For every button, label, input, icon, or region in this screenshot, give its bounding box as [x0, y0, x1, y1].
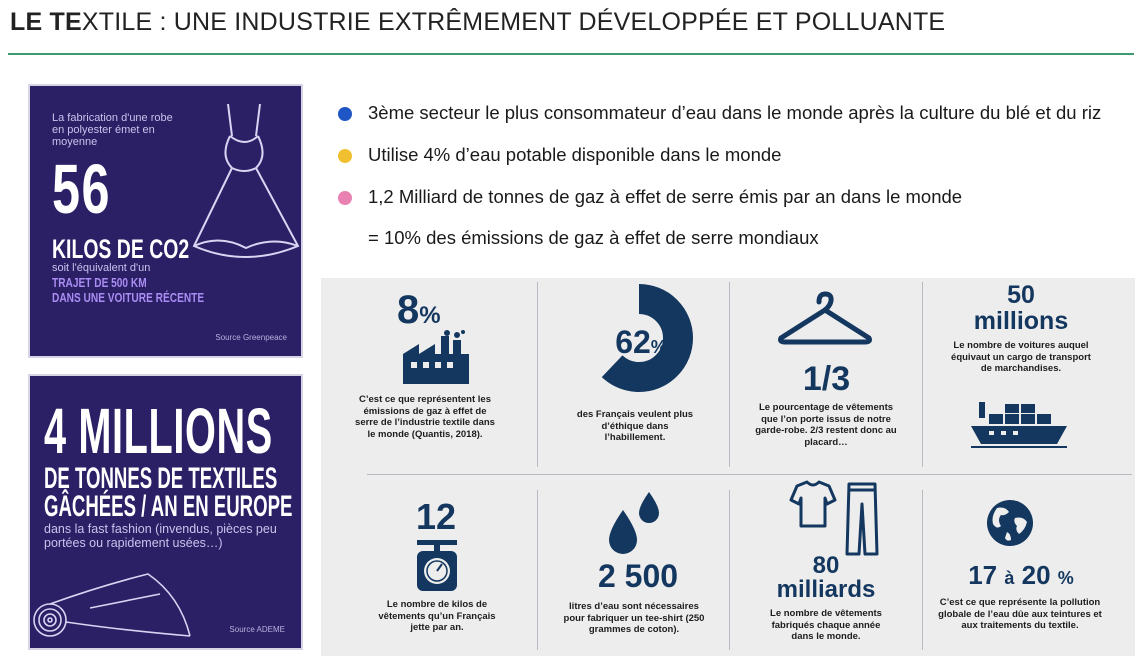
stat-caption: des Français veulent plus d’éthique dans l’habillement. [576, 409, 694, 443]
grid-divider [922, 282, 923, 467]
yellow-bullet-icon [338, 149, 352, 163]
pink-bullet-icon [338, 191, 352, 205]
stat-one-third: 1/3 [802, 360, 851, 398]
bullet-item [338, 180, 1133, 213]
waste-line-2: GÂCHÉES / AN EN EUROPE [44, 490, 293, 523]
stat-62-percent: 62% [615, 324, 667, 360]
stat-2500-liters: 2 500 [597, 558, 679, 594]
stat-8-percent: 8% [397, 288, 441, 332]
stats-infographic [321, 278, 1135, 656]
co2-unit: KILOS DE CO2 [52, 234, 190, 264]
co2-source: Source Greenpeace [215, 333, 287, 342]
waste-sub: dans la fast fashion (invendus, pièces peu portées ou rapidement usées…) [44, 522, 277, 550]
co2-emphasis-2: DANS UNE VOITURE RÉCENTE [52, 290, 205, 305]
cargo-ship-icon [969, 398, 1069, 450]
title-divider [8, 53, 1134, 55]
page-title-rest: XTILE : UNE INDUSTRIE EXTRÊMEMENT DÉVELOPPÉE ET POLLUANTE [81, 8, 946, 36]
bullet-text: Utilise 4% d’eau potable disponible dans le monde [368, 144, 782, 165]
bullet-text: 1,2 Milliard de tonnes de gaz à effet de serre émis par an dans le monde [368, 186, 963, 207]
stat-caption: Le nombre de kilos de vêtements qu’un Français jette par an. [378, 599, 496, 633]
waste-value: 4 MILLIONS [44, 395, 273, 467]
water-drops-icon [603, 488, 663, 560]
bullet-text: 3ème secteur le plus consommateur d’eau dans le monde après la culture du blé et du riz [368, 102, 1102, 123]
stat-caption: Le nombre de voitures auquel équivaut un cargo de transport de marchandises. [951, 340, 1091, 374]
co2-dress-card [30, 86, 301, 356]
grid-divider [922, 490, 923, 650]
waste-source: Source ADEME [229, 625, 285, 634]
grid-divider [537, 490, 538, 650]
bullet-item [338, 138, 1133, 171]
clothes-icon [783, 480, 883, 560]
grid-divider [729, 490, 730, 650]
dress-icon [190, 96, 300, 266]
co2-emphasis-1: TRAJET DE 500 KM [52, 275, 147, 290]
stat-caption: C’est ce que représente la pollution globale de l’eau dûe aux teintures et aux traitements du textile. [938, 597, 1102, 631]
stat-80-milliards: 80 milliards [776, 552, 876, 603]
stat-17-20-percent: 17 à 20 % [968, 560, 1074, 590]
bullet-list [338, 96, 1133, 254]
hanger-icon [775, 290, 875, 348]
co2-sub: soit l'équivalent d'un [52, 262, 151, 274]
stat-caption: litres d’eau sont nécessaires pour fabriquer un tee-shirt (250 grammes de coton). [563, 601, 705, 635]
stat-12-kilos: 12 [415, 496, 457, 537]
globe-icon [985, 498, 1035, 548]
waste-line-1: DE TONNES DE TEXTILES [44, 462, 278, 495]
co2-intro: La fabrication d'une robe en polyester émet en moyenne [52, 112, 173, 148]
factory-icon [401, 330, 471, 386]
stat-caption: Le pourcentage de vêtements que l’on porte issus de notre garde-robe. 2/3 restent donc au placard… [755, 402, 897, 448]
blue-bullet-icon [338, 107, 352, 121]
page-title-bold: LE TE [10, 8, 82, 36]
textile-waste-card [30, 376, 301, 648]
stat-caption: Le nombre de vêtements fabriqués chaque année dans le monde. [770, 608, 882, 642]
scale-icon [413, 538, 461, 592]
stat-caption: C’est ce que représentent les émissions de gaz à effet de serre de l’industrie textile dans le monde (Quantis, 2018). [355, 394, 495, 440]
stat-50-millions: 50 millions [973, 281, 1069, 335]
fabric-roll-icon [30, 566, 220, 648]
co2-value: 56 [52, 150, 111, 228]
bullet-item [338, 96, 1133, 129]
grid-divider [537, 282, 538, 467]
grid-divider [729, 282, 730, 467]
bullet-note: = 10% des émissions de gaz à effet de serre mondiaux [368, 227, 819, 248]
page-title [10, 8, 945, 37]
grid-divider [367, 474, 1132, 475]
